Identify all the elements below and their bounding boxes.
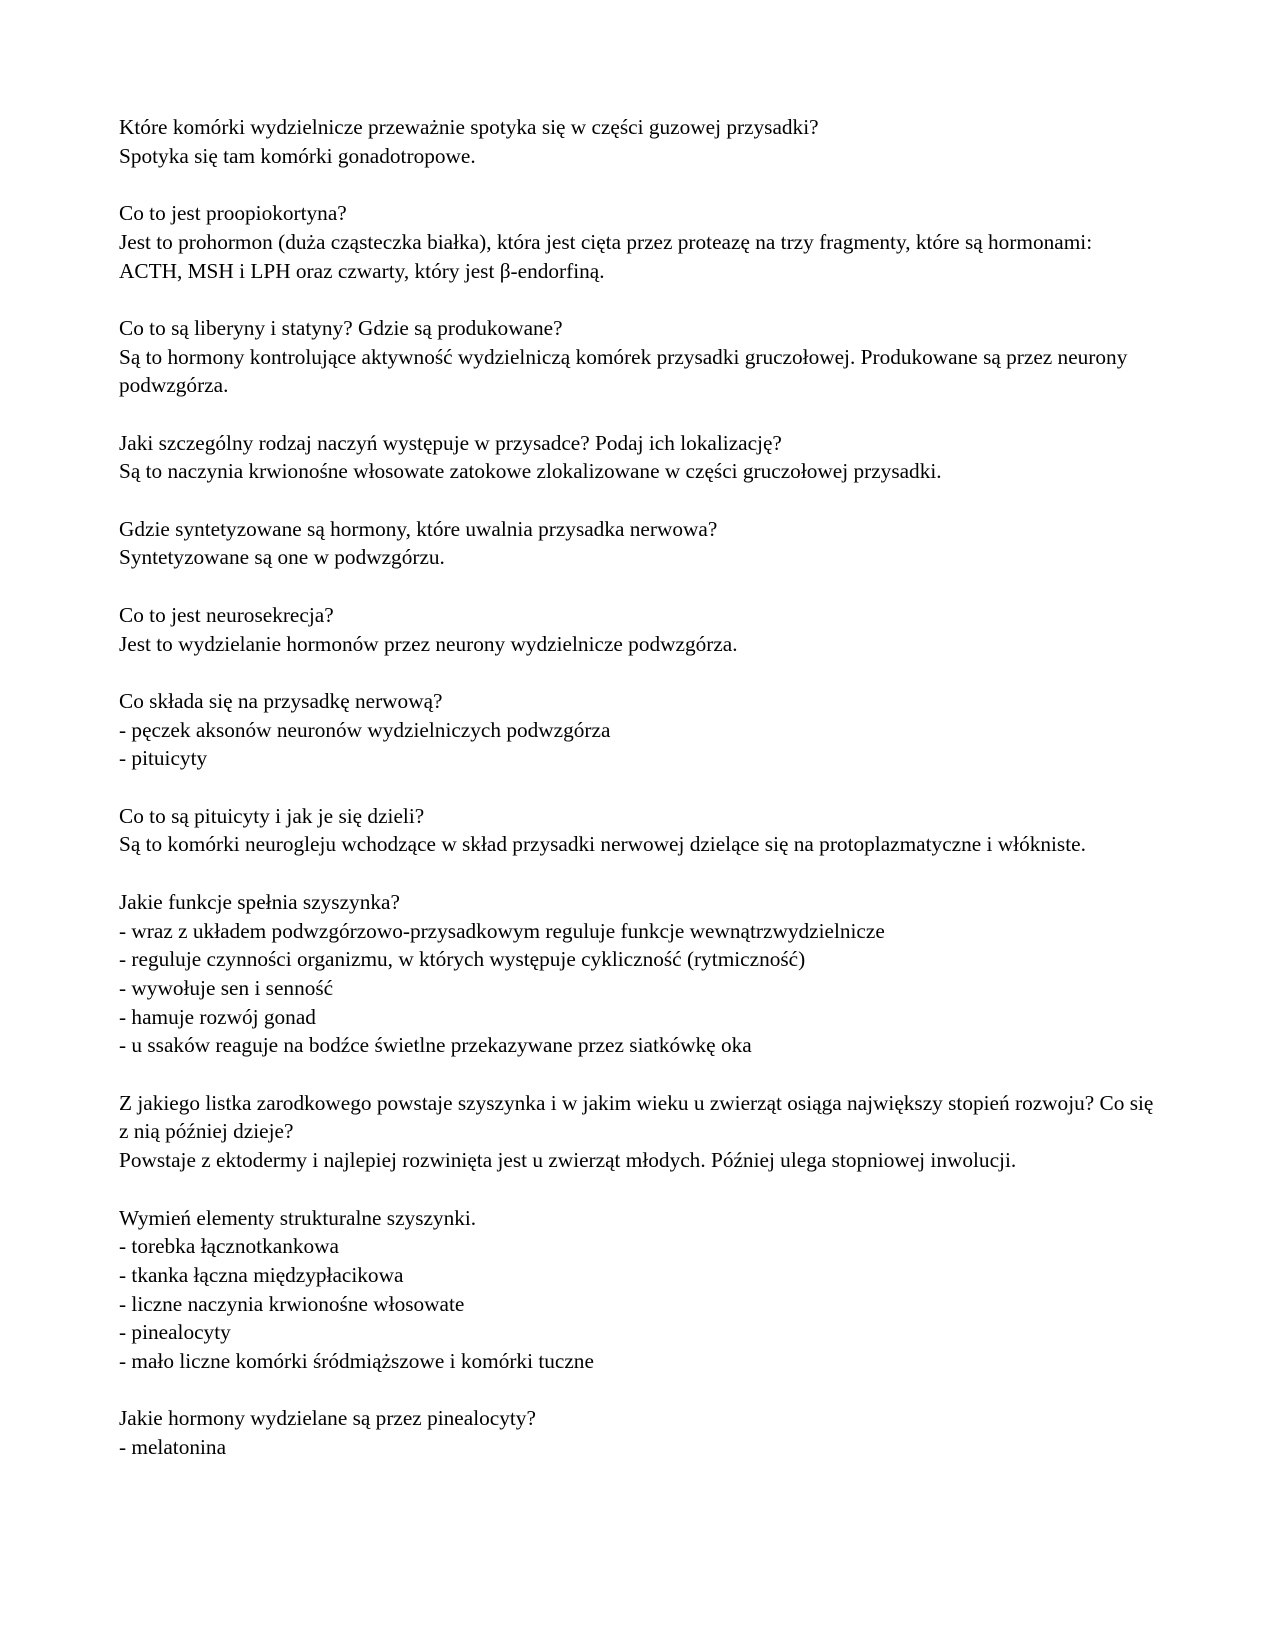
list-item: - pinealocyty	[119, 1320, 231, 1345]
qa-block	[119, 429, 1159, 486]
qa-block	[119, 113, 1159, 170]
list-item: - melatonina	[119, 1435, 227, 1460]
answer-text: Spotyka się tam komórki gonadotropowe.	[119, 143, 476, 168]
list-item: - hamuje rozwój gonad	[119, 1004, 316, 1029]
document-page	[119, 113, 1159, 1491]
answer-text: Syntetyzowane są one w podwzgórzu.	[119, 545, 445, 570]
question-text: Co to jest neurosekrecja?	[119, 602, 334, 627]
list-item: - torebka łącznotkankowa	[119, 1234, 339, 1259]
qa-block	[119, 1204, 1159, 1376]
answer-text: Są to naczynia krwionośne włosowate zatokowe zlokalizowane w części gruczołowej przysadki.	[119, 459, 942, 484]
question-text: Gdzie syntetyzowane są hormony, które uwalnia przysadka nerwowa?	[119, 516, 718, 541]
list-item: - reguluje czynności organizmu, w których występuje cykliczność (rytmiczność)	[119, 947, 806, 972]
question-text: Co to jest proopiokortyna?	[119, 201, 347, 226]
list-item: - pęczek aksonów neuronów wydzielniczych podwzgórza	[119, 717, 611, 742]
list-item: - mało liczne komórki śródmiąższowe i komórki tuczne	[119, 1349, 594, 1374]
list-item: - pituicyty	[119, 746, 208, 771]
qa-block	[119, 1404, 1159, 1461]
question-text: Co to są liberyny i statyny? Gdzie są produkowane?	[119, 315, 563, 340]
answer-text: Powstaje z ektodermy i najlepiej rozwinięta jest u zwierząt młodych. Później ulega stopniowej inwolucji.	[119, 1148, 1017, 1173]
list-item: - wywołuje sen i senność	[119, 975, 334, 1000]
qa-block	[119, 199, 1159, 285]
list-item: - wraz z układem podwzgórzowo-przysadkowym reguluje funkcje wewnątrzwydzielnicze	[119, 918, 885, 943]
qa-block	[119, 888, 1159, 1060]
question-text: Jakie hormony wydzielane są przez pinealocyty?	[119, 1406, 536, 1431]
question-text: Co składa się na przysadkę nerwową?	[119, 688, 443, 713]
qa-block	[119, 1089, 1159, 1175]
answer-text: Są to komórki neurogleju wchodzące w skład przysadki nerwowej dzielące się na protoplazmatyczne i włókniste.	[119, 832, 1086, 857]
question-text: Co to są pituicyty i jak je się dzieli?	[119, 803, 425, 828]
qa-block	[119, 314, 1159, 400]
question-text: Jaki szczególny rodzaj naczyń występuje w przysadce? Podaj ich lokalizację?	[119, 430, 782, 455]
question-text: Wymień elementy strukturalne szyszynki.	[119, 1205, 477, 1230]
answer-text: Jest to prohormon (duża cząsteczka białka), która jest cięta przez proteazę na trzy fragmenty, które są hormonami: ACTH, MSH i LPH oraz czwarty, który jest β-endorfiną.	[119, 229, 1093, 283]
question-text: Jakie funkcje spełnia szyszynka?	[119, 889, 400, 914]
list-item: - tkanka łączna międzypłacikowa	[119, 1262, 404, 1287]
question-text: Z jakiego listka zarodkowego powstaje szyszynka i w jakim wieku u zwierząt osiąga największy stopień rozwoju? Co się z nią później dzieje?	[119, 1090, 1154, 1144]
qa-block	[119, 802, 1159, 859]
list-item: - liczne naczynia krwionośne włosowate	[119, 1291, 465, 1316]
answer-text: Są to hormony kontrolujące aktywność wydzielniczą komórek przysadki gruczołowej. Produkowane są przez neurony podwzgórza.	[119, 344, 1128, 398]
list-item: - u ssaków reaguje na bodźce świetlne przekazywane przez siatkówkę oka	[119, 1033, 752, 1058]
question-text: Które komórki wydzielnicze przeważnie spotyka się w części guzowej przysadki?	[119, 115, 819, 139]
qa-block	[119, 687, 1159, 773]
qa-block	[119, 601, 1159, 658]
qa-block	[119, 515, 1159, 572]
answer-text: Jest to wydzielanie hormonów przez neurony wydzielnicze podwzgórza.	[119, 631, 738, 656]
